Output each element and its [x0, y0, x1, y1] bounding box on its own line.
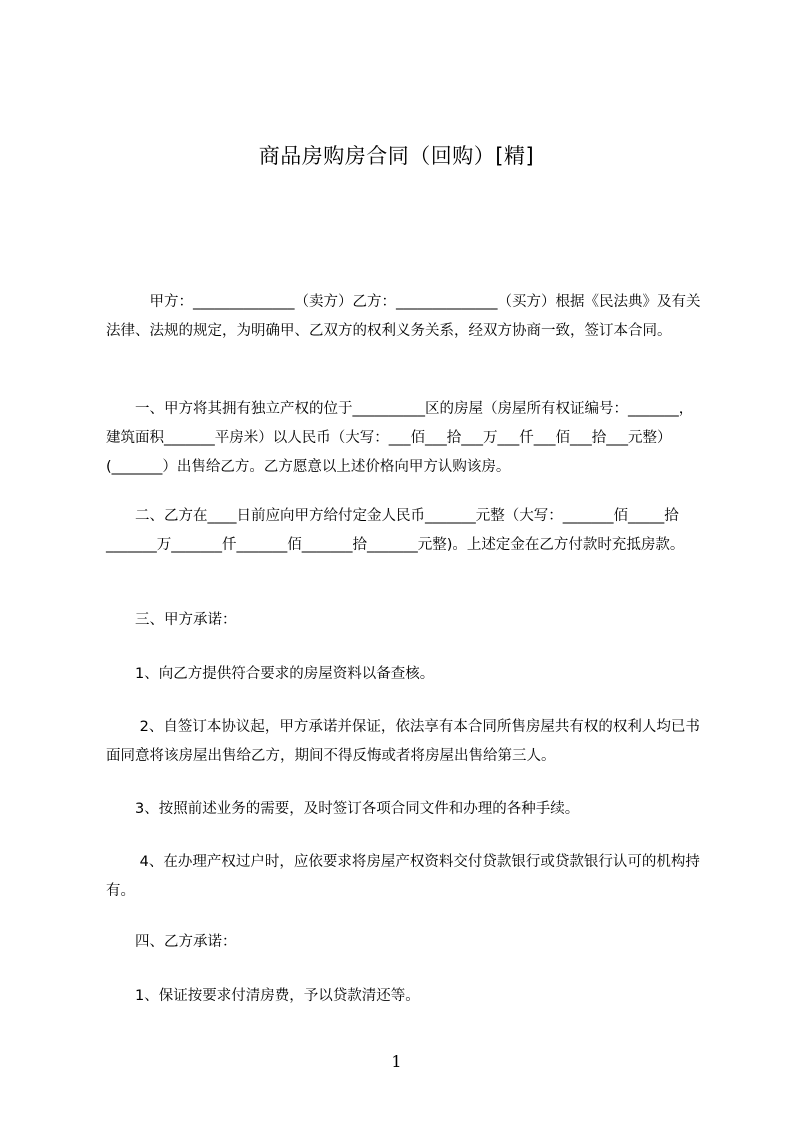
clause-3-heading: 三、甲方承诺： — [106, 612, 237, 628]
clause-4-heading: 四、乙方承诺： — [106, 934, 237, 950]
clause-3-item-2: 2、自签订本协议起，甲方承诺并保证，依法享有本合同所售房屋共有权的权利人均已书面同意将该房屋出售给乙方，期间不得反悔或者将房屋出售给第三人。 — [106, 719, 700, 764]
page-number: 1 — [391, 1052, 402, 1071]
clause-3-item-4: 4、在办理产权过户时，应依要求将房屋产权资料交付贷款银行或贷款银行认可的机构持有。 — [106, 854, 700, 899]
document-title: 商品房购房合同（回购）[精] — [258, 144, 535, 168]
intro-paragraph: 甲方：______________（卖方）乙方：______________（买方）根据《民法典》及有关法律、法规的规定，为明确甲、乙双方的权利义务关系，经双方协商一致，签订本合同。 — [106, 294, 701, 339]
clause-1-paragraph: 一、甲方将其拥有独立产权的位于__________区的房屋（房屋所有权证编号：_______，建筑面积_______平房米）以人民币（大写：___佰___拾___万___仟___佰___拾___元整）(_______）出售给乙方。乙方愿意以上述价格向甲方认购该房。 — [106, 401, 694, 475]
clause-3-item-3: 3、按照前述业务的需要，及时签订各项合同文件和办理的各种手续。 — [106, 801, 580, 817]
clause-3-item-1: 1、向乙方提供符合要求的房屋资料以备查核。 — [106, 666, 435, 682]
clause-4-item-1: 1、保证按要求付清房费，予以贷款清还等。 — [106, 988, 420, 1004]
clause-2-paragraph: 二、乙方在____日前应向甲方给付定金人民币_______元整（大写：_______佰_____拾_______万_______仟_______佰_______拾_______元整)。上述定金在乙方付款时充抵房款。 — [106, 508, 685, 553]
